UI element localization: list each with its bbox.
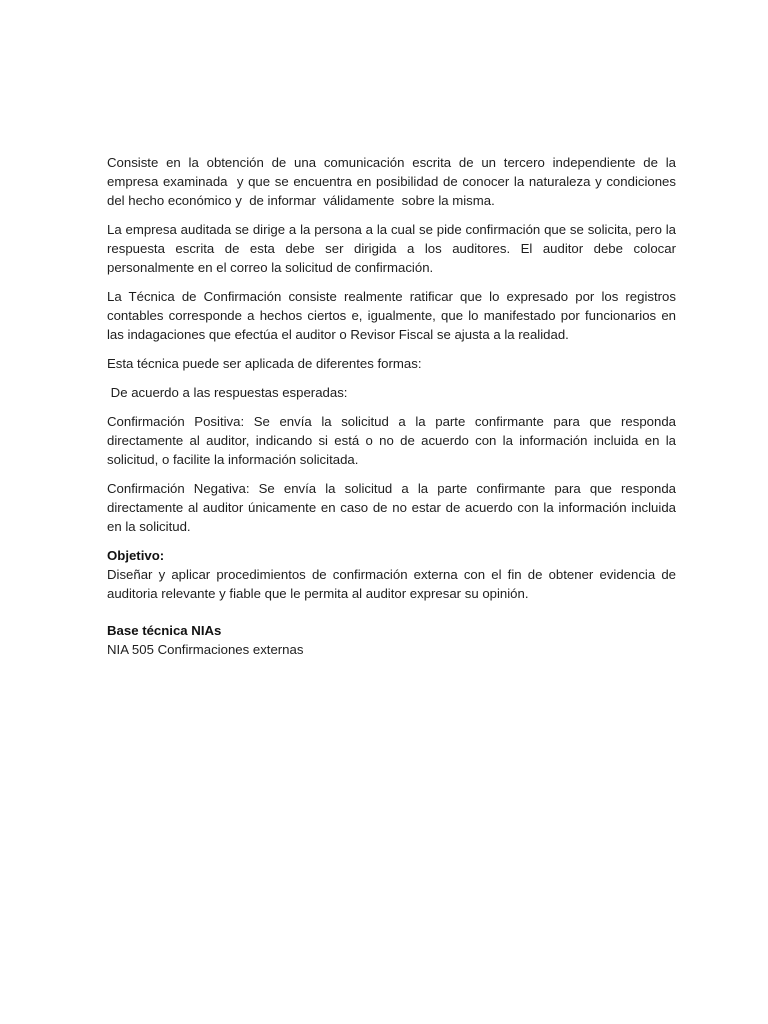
objective-section <box>107 546 680 603</box>
paragraph-negative-confirmation: Confirmación Negativa: Se envía la solicitud a la parte confirmante para que responda directamente al auditor únicamente en caso de no estar de acuerdo con la información incluida en la solicitud. <box>107 481 680 534</box>
objective-heading: Objetivo: <box>107 548 165 563</box>
paragraph-procedure: La empresa auditada se dirige a la persona a la cual se pide confirmación que se solicita, pero la respuesta escrita de esta debe ser dirigida a los auditores. El auditor debe colocar personalmente en el correo la solicitud de confirmación. <box>107 222 680 275</box>
paragraph-positive-confirmation: Confirmación Positiva: Se envía la solicitud a la parte confirmante para que responda directamente al auditor, indicando si está o no de acuerdo con la información incluida en la solicitud, o facilite la información solicitada. <box>107 414 680 467</box>
objective-text: Diseñar y aplicar procedimientos de confirmación externa con el fin de obtener evidencia de auditoria relevante y fiable que le permita al auditor expresar su opinión. <box>107 567 680 601</box>
paragraph-forms-intro: Esta técnica puede ser aplicada de diferentes formas: <box>107 356 422 371</box>
document-body <box>107 153 680 677</box>
paragraph-technique: La Técnica de Confirmación consiste realmente ratificar que lo expresado por los registros contables corresponde a hechos ciertos e, igualmente, que lo manifestado por funcionarios en las indagaciones que efectúa el auditor o Revisor Fiscal se ajusta a la realidad. <box>107 289 680 342</box>
paragraph-definition: Consiste en la obtención de una comunicación escrita de un tercero independiente de la empresa examinada y que se encuentra en posibilidad de conocer la naturaleza y condiciones del hecho económico y de informar válidamente sobre la misma. <box>107 155 680 208</box>
technical-base-section <box>107 621 676 659</box>
technical-base-text: NIA 505 Confirmaciones externas <box>107 642 304 657</box>
paragraph-responses-intro: De acuerdo a las respuestas esperadas: <box>107 385 348 400</box>
technical-base-heading: Base técnica NIAs <box>107 623 222 638</box>
